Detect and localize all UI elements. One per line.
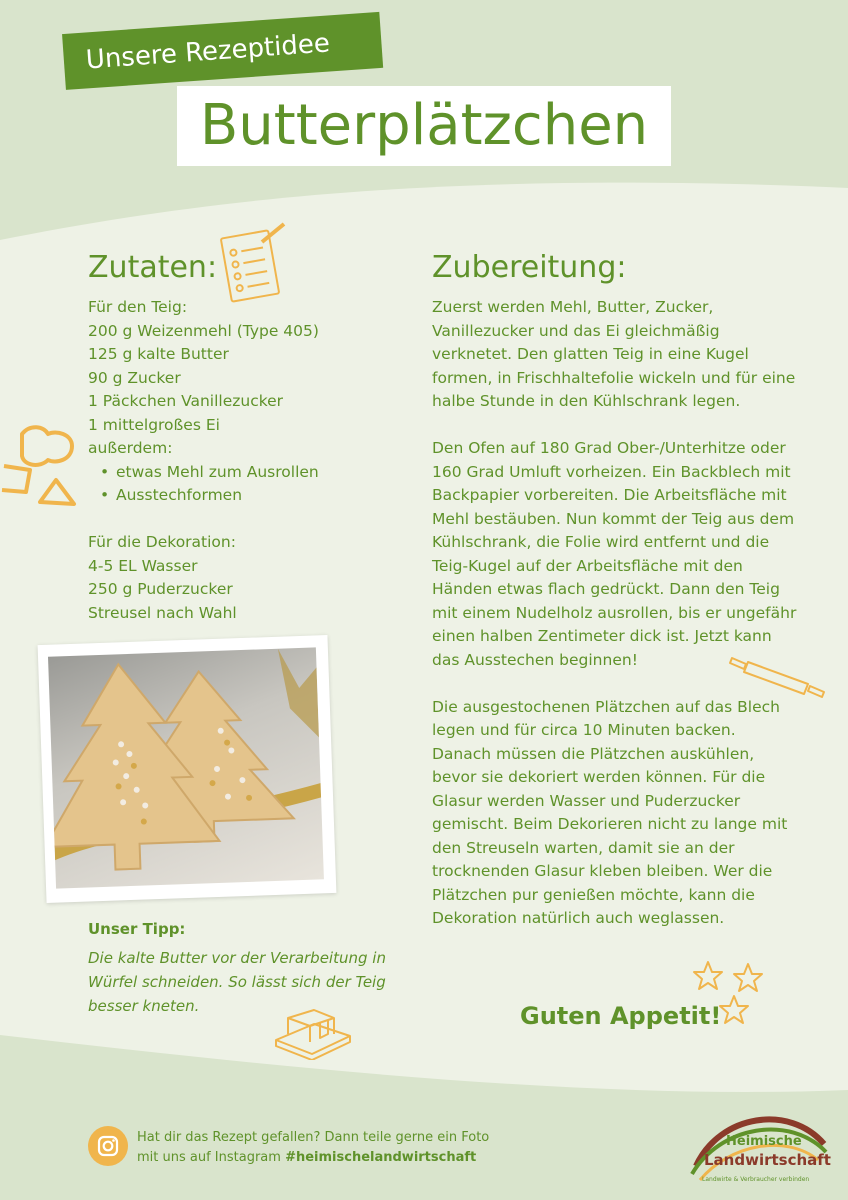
- ingredient-item: 4-5 EL Wasser: [88, 556, 198, 575]
- cookie-photo: [38, 635, 337, 903]
- logo-text: Heimische: [726, 1134, 802, 1149]
- ingredient-item: 90 g Zucker: [88, 368, 181, 387]
- closing-text: Guten Appetit!: [520, 1002, 722, 1030]
- ingredient-item: 1 mittelgroßes Ei: [88, 415, 220, 434]
- butter-icon: [272, 1004, 354, 1060]
- cookie-image: [48, 647, 324, 888]
- rolling-pin-icon: [728, 652, 828, 702]
- logo-tagline: Landwirte & Verbraucher verbinden: [702, 1176, 810, 1183]
- ingredient-item: 1 Päckchen Vanillezucker: [88, 392, 284, 410]
- tip-text: Die kalte Butter vor der Verarbeitung in Würfel schneiden. So lässt sich der Teig besser kneten.: [88, 949, 386, 1015]
- preparation-text: [432, 296, 798, 954]
- ingredient-item: 250 g Puderzucker: [88, 580, 233, 598]
- instagram-note: [137, 1128, 489, 1168]
- extra-list: [88, 461, 388, 508]
- preparation-heading: Zubereitung:: [432, 250, 627, 285]
- dough-label: Für den Teig:: [88, 298, 188, 316]
- footer-line: Hat dir das Rezept gefallen? Dann teile gerne ein Foto: [137, 1130, 490, 1145]
- page-title: Butterplätzchen: [199, 93, 649, 158]
- list-item: • etwas Mehl zum Ausrollen: [116, 461, 388, 485]
- extra-label: außerdem:: [88, 439, 173, 457]
- logo-text: Landwirtschaft: [704, 1151, 831, 1169]
- ingredients-list: [88, 296, 388, 625]
- ingredients-heading: Zutaten:: [88, 250, 218, 285]
- ingredient-item: 200 g Weizenmehl (Type 405): [88, 321, 319, 340]
- footer-line: mit uns auf Instagram: [137, 1150, 286, 1165]
- checklist-icon: [218, 220, 290, 304]
- recipe-badge: Unsere Rezeptidee: [62, 12, 383, 90]
- preparation-paragraph: Den Ofen auf 180 Grad Ober-/Unterhitze oder 160 Grad Umluft vorheizen. Ein Backblech mit Backpapier vorbereiten. Die Arbeitsfläche mit Mehl bestäuben. Nun kommt der Teig aus dem Kühlschrank, die Folie wird entfernt und die Teig-Kugel auf der Arbeitsfläche mit den Händen etwas flach gedrückt. Dann den Teig mit einem Nudelholz ausrollen, bis er ungefähr einen halben Zentimeter dick ist. Jetzt kann das Ausstechen beginnen!: [432, 439, 797, 669]
- ingredient-item: Streusel nach Wahl: [88, 603, 237, 622]
- preparation-paragraph: Zuerst werden Mehl, Butter, Zucker, Vanillezucker und das Ei gleichmäßig verknetet. Den glatten Teig in eine Kugel formen, in Frischhaltefolie wickeln und für eine halbe Stunde in den Kühlschrank legen.: [432, 298, 796, 410]
- list-item: • Ausstechformen: [116, 484, 388, 508]
- tip-heading: Unser Tipp:: [88, 920, 186, 938]
- instagram-hashtag[interactable]: #heimischelandwirtschaft: [285, 1150, 477, 1165]
- deco-label: Für die Dekoration:: [88, 533, 236, 551]
- ingredient-item: 125 g kalte Butter: [88, 345, 229, 363]
- cookie-cutters-icon: [0, 420, 86, 526]
- title-box: [177, 86, 671, 166]
- instagram-icon[interactable]: [88, 1126, 128, 1166]
- preparation-paragraph: Die ausgestochenen Plätzchen auf das Blech legen und für circa 10 Minuten backen. Danach müssen die Plätzchen auskühlen, bevor sie dekoriert werden können. Für die Glasur werden Wasser und Puderzucker gemischt. Beim Dekorieren nicht zu lange mit den Streuseln warten, damit sie an der trocknenden Glasur kleben bleiben. Wer die Plätzchen pur genießen möchte, kann die Dekoration natürlich auch weglassen.: [432, 697, 788, 927]
